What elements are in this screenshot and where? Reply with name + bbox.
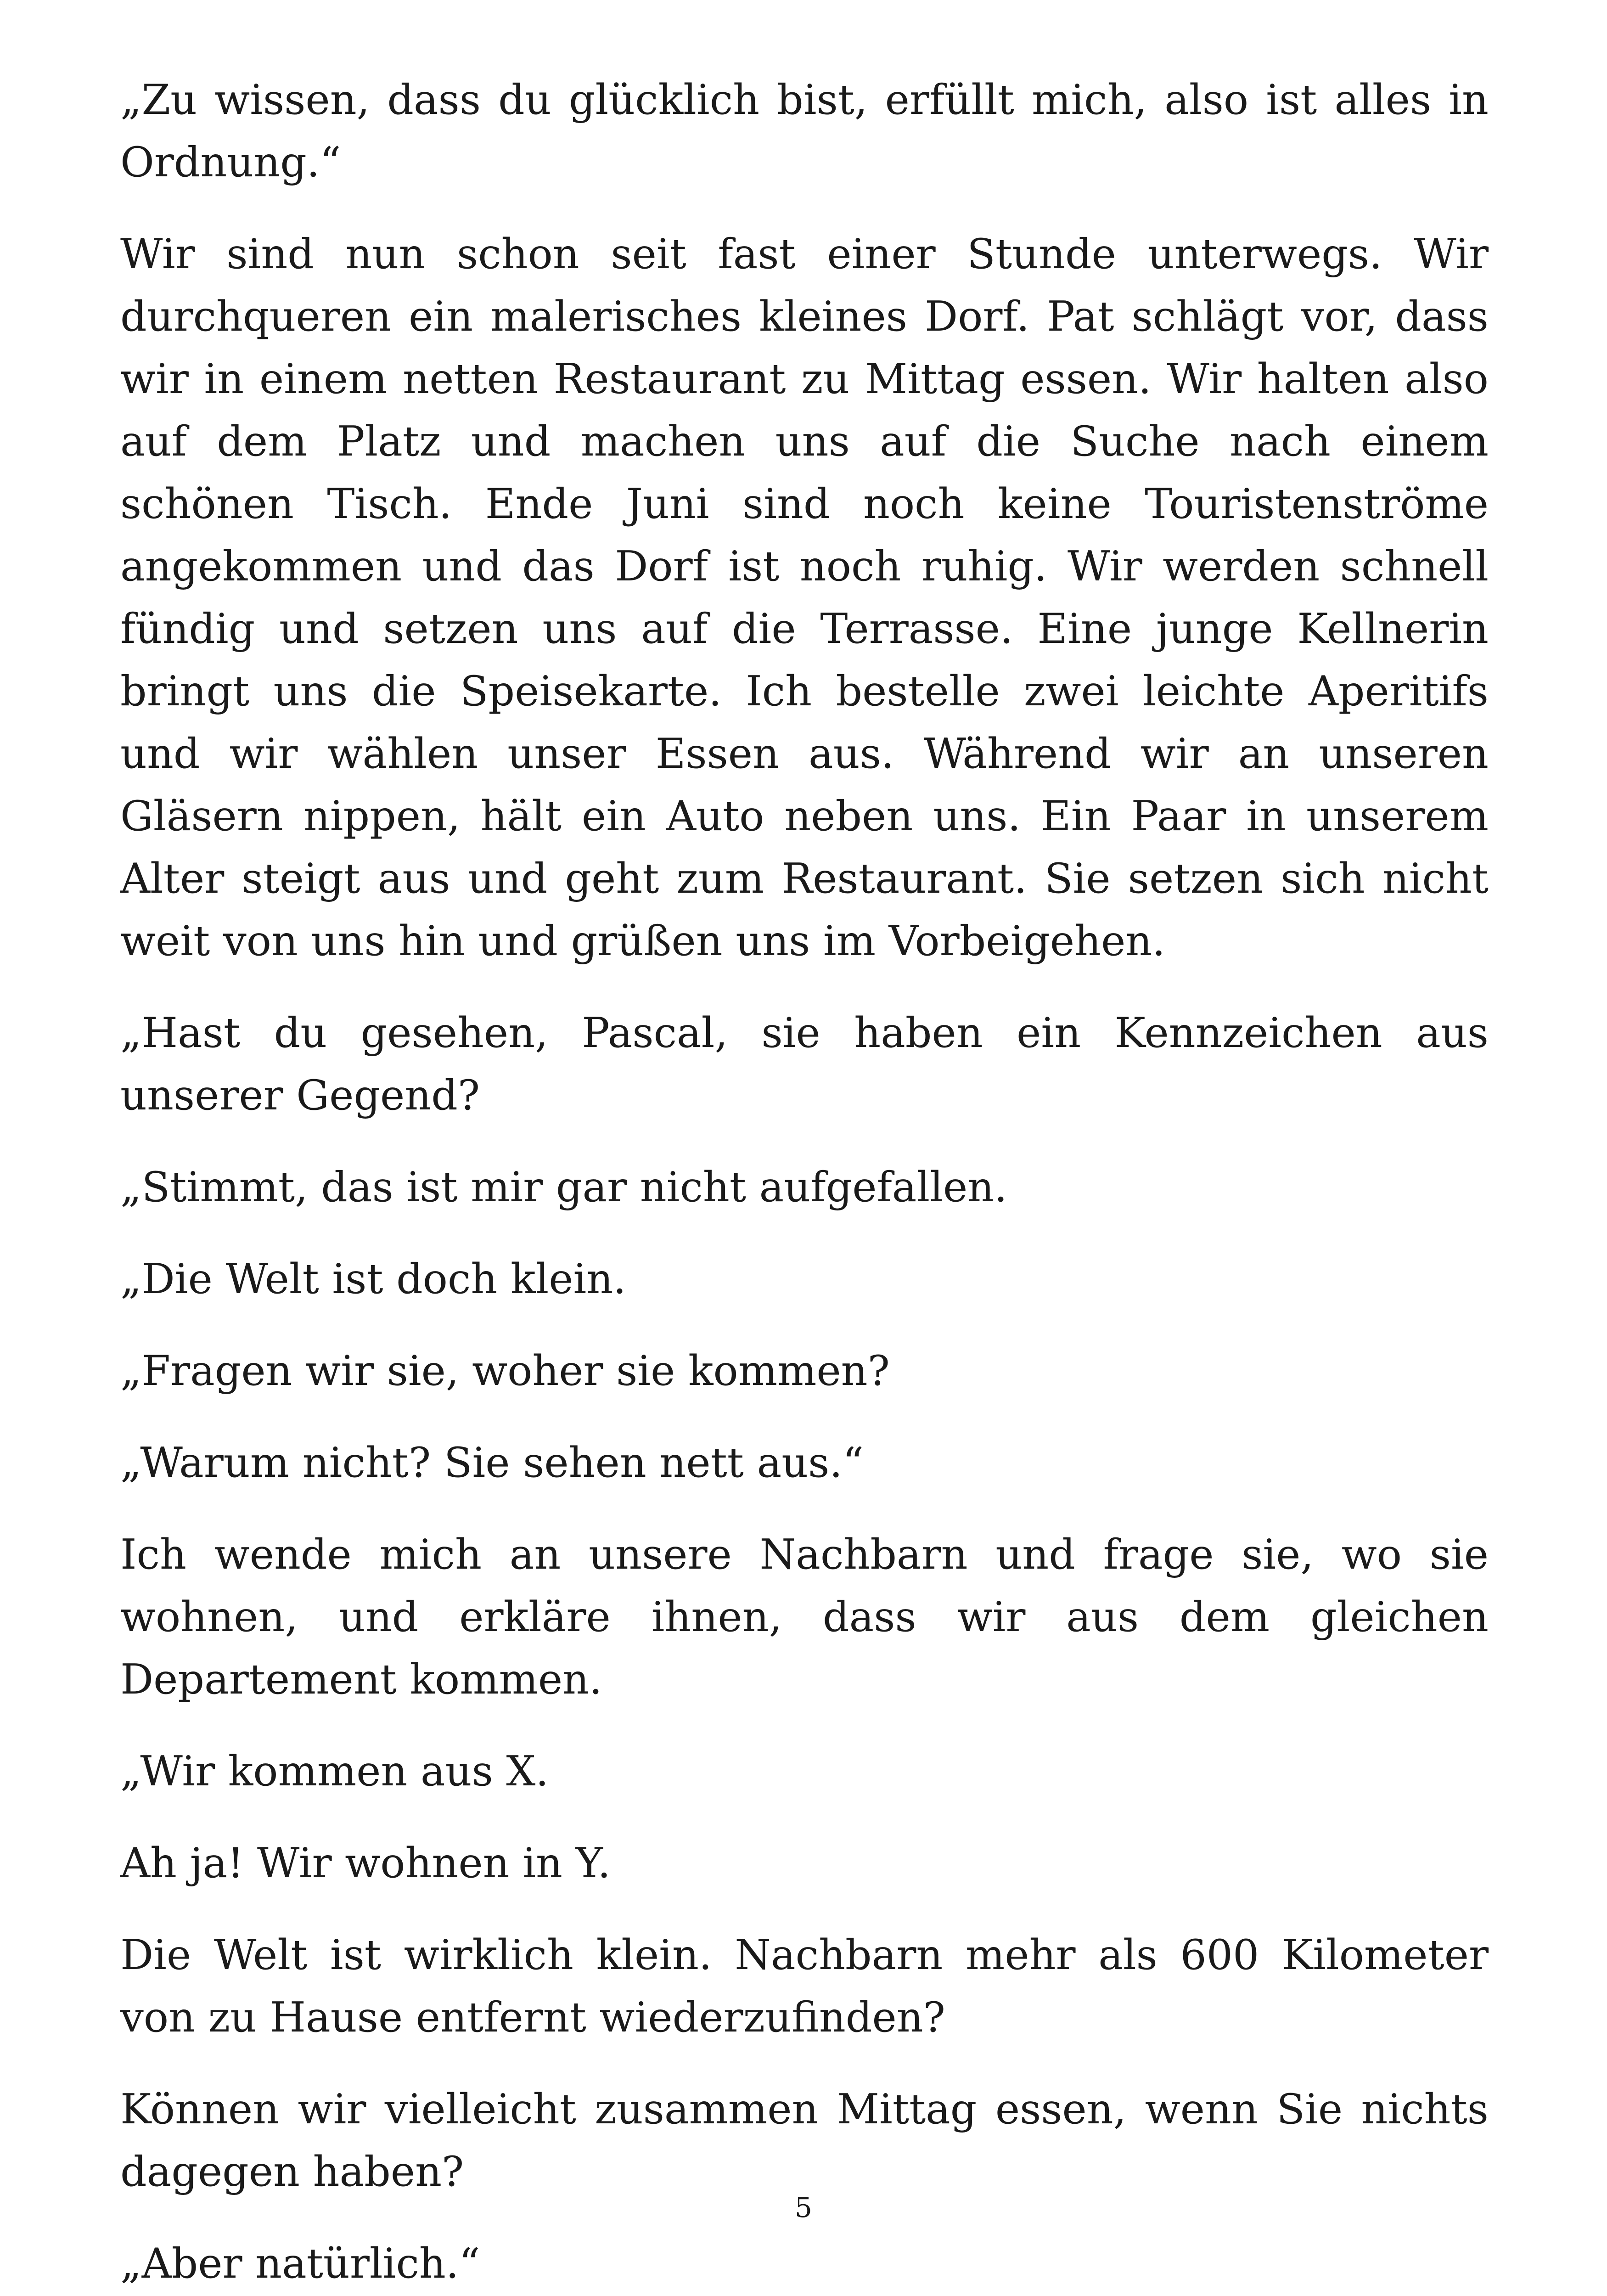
paragraph: „Warum nicht? Sie sehen nett aus.“ [120,1439,864,1487]
page-body [120,69,1489,2296]
paragraph: Können wir vielleicht zusammen Mittag essen, wenn Sie nichts dagegen haben? [120,2085,1489,2196]
paragraph: „Hast du gesehen, Pascal, sie haben ein Kennzeichen aus unserer Gegend? [120,1009,1489,1120]
paragraph: „Wir kommen aus X. [120,1747,549,1795]
paragraph: Die Welt ist wirklich klein. Nachbarn mehr als 600 Kilometer von zu Hause entfernt wiederzufinden? [120,1931,1489,2042]
paragraph: Ah ja! Wir wohnen in Y. [120,1839,611,1887]
paragraph: „Aber natürlich.“ [120,2240,480,2288]
paragraph: „Stimmt, das ist mir gar nicht aufgefallen. [120,1163,1007,1211]
paragraph: „Fragen wir sie, woher sie kommen? [120,1347,890,1395]
paragraph: „Zu wissen, dass du glücklich bist, erfüllt mich, also ist alles in Ordnung.“ [120,76,1489,186]
paragraph: Ich wende mich an unsere Nachbarn und frage sie, wo sie wohnen, und erkläre ihnen, dass wir aus dem gleichen Departement kommen. [120,1531,1489,1704]
paragraph: „Die Welt ist doch klein. [120,1255,626,1303]
paragraph: Wir sind nun schon seit fast einer Stunde unterwegs. Wir durchqueren ein malerisches kleines Dorf. Pat schlägt vor, dass wir in einem netten Restaurant zu Mittag essen. Wir halten also auf dem Platz und machen uns auf die Suche nach einem schönen Tisch. Ende Juni sind noch keine Touristenströme angekommen und das Dorf ist noch ruhig. Wir werden schnell fündig und setzen uns auf die Terrasse. Eine junge Kellnerin bringt uns die Speisekarte. Ich bestelle zwei leichte Aperitifs und wir wählen unser Essen aus. Während wir an unseren Gläsern nippen, hält ein Auto neben uns. Ein Paar in unserem Alter steigt aus und geht zum Restaurant. Sie setzen sich nicht weit von uns hin und grüßen uns im Vorbeigehen. [120,230,1489,965]
page-number: 5 [794,2192,813,2224]
